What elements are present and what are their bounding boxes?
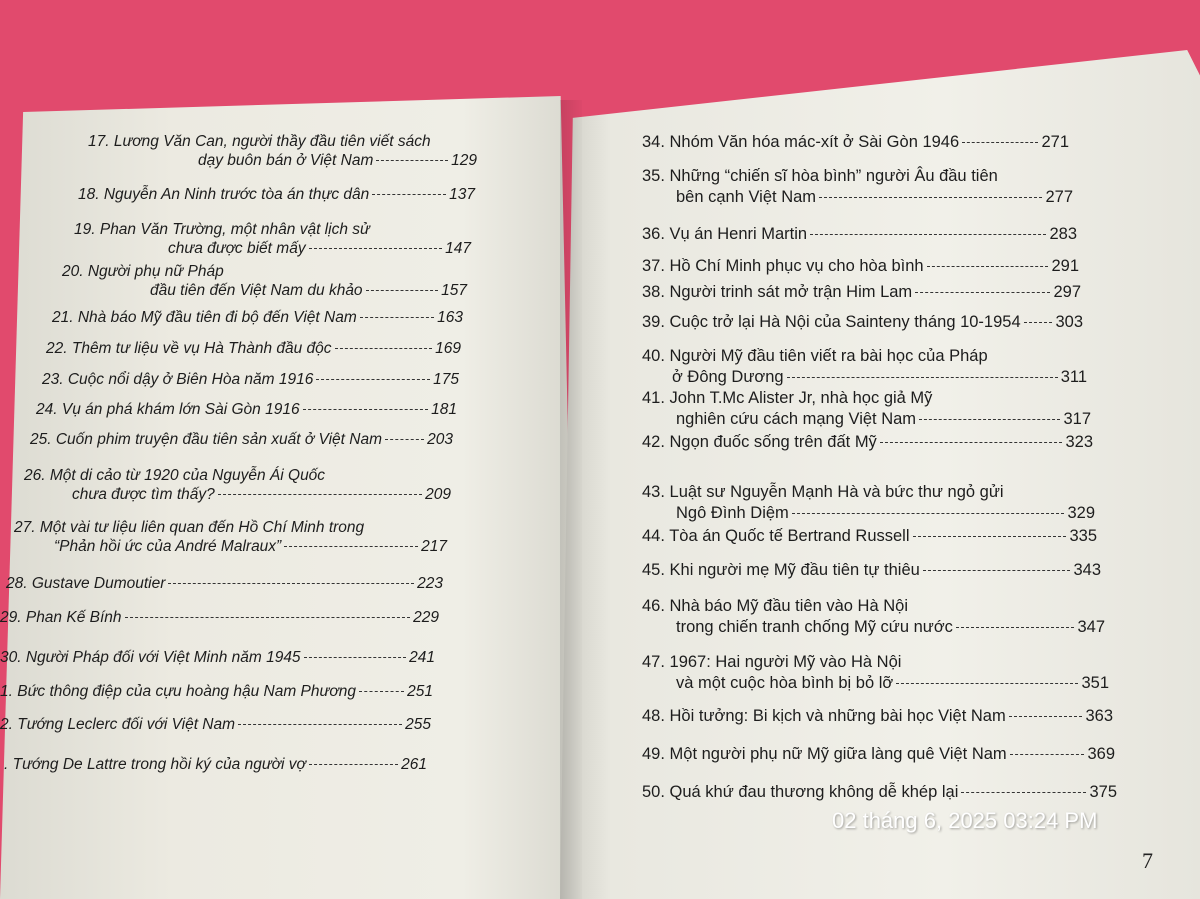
toc-leader-dots [218, 494, 422, 495]
toc-entry-title: 18. Nguyễn An Ninh trước tòa án thực dân 137 [78, 186, 475, 203]
toc-entry [24, 466, 451, 504]
toc-entry-subtitle: “Phản hồi ức của André Malraux” [54, 538, 282, 555]
toc-entry [30, 430, 453, 449]
toc-entry-subtitle: chưa được biết mấy [168, 240, 306, 257]
toc-entry [642, 282, 1081, 303]
toc-leader-dots [238, 724, 402, 725]
toc-leader-dots [919, 419, 1060, 420]
toc-entry [14, 518, 447, 556]
toc-page-number: 291 [1051, 257, 1079, 275]
toc-entry-second-line [642, 187, 1073, 208]
toc-page-number: 303 [1055, 313, 1083, 331]
toc-leader-dots [168, 583, 414, 584]
toc-page-number: 163 [437, 309, 463, 326]
toc-entry-title: 36. Vụ án Henri Martin 283 [642, 225, 1077, 243]
toc-leader-dots [1024, 322, 1053, 323]
toc-entry-subtitle: bên cạnh Việt Nam [676, 188, 817, 206]
toc-entry-title: 42. Ngọn đuốc sống trên đất Mỹ 323 [642, 433, 1093, 451]
toc-entry-second-line [24, 485, 451, 504]
toc-leader-dots [961, 792, 1086, 793]
toc-entry [642, 526, 1097, 547]
toc-entry-title: 30. Người Pháp đối với Việt Minh năm 1945 241 [0, 649, 435, 666]
toc-leader-dots [366, 290, 439, 291]
toc-entry [0, 608, 439, 627]
toc-entry-second-line [74, 239, 471, 258]
toc-leader-dots [1010, 754, 1085, 755]
toc-entry [642, 224, 1077, 245]
toc-entry-second-line [642, 617, 1105, 638]
toc-page-number: 147 [445, 240, 471, 257]
toc-entry [0, 715, 431, 734]
toc-entry-title: 27. Một vài tư liệu liên quan đến Hồ Chí Minh trong [14, 519, 365, 536]
toc-entry [46, 339, 461, 358]
toc-entry [642, 706, 1113, 727]
toc-entry-title: 50. Quá khứ đau thương không dễ khép lại 375 [642, 783, 1117, 801]
toc-entry-title: . Tướng De Lattre trong hồi ký của người vợ 261 [4, 756, 427, 773]
toc-leader-dots [787, 377, 1058, 378]
toc-leader-dots [309, 764, 398, 765]
toc-leader-dots [810, 234, 1046, 235]
toc-leader-dots [880, 442, 1063, 443]
toc-leader-dots [956, 627, 1075, 628]
toc-entry [52, 308, 463, 327]
toc-entry-title: 38. Người trinh sát mở trận Him Lam 297 [642, 283, 1081, 301]
toc-entry [642, 132, 1069, 153]
toc-entry-title: 21. Nhà báo Mỹ đầu tiên đi bộ đến Việt Nam 163 [52, 309, 463, 326]
toc-leader-dots [915, 292, 1050, 293]
toc-entry-subtitle: nghiên cứu cách mạng Việt Nam [676, 410, 917, 428]
toc-page-number: 169 [435, 340, 461, 357]
toc-entry-title: 49. Một người phụ nữ Mỹ giữa làng quê Việt Nam 369 [642, 745, 1115, 763]
toc-entry [642, 744, 1115, 765]
toc-entry-title: 24. Vụ án phá khám lớn Sài Gòn 1916 181 [36, 401, 457, 418]
toc-entry-title: 22. Thêm tư liệu về vụ Hà Thành đầu độc 169 [46, 340, 461, 357]
toc-entry-title: 29. Phan Kế Bính 229 [0, 609, 439, 626]
toc-entry-title: 26. Một di cảo từ 1920 của Nguyễn Ái Quốc [24, 467, 326, 484]
toc-entry [642, 388, 1091, 430]
toc-entry-subtitle: ở Đông Dương [672, 368, 784, 386]
toc-entry-subtitle: trong chiến tranh chống Mỹ cứu nước [676, 618, 953, 636]
toc-entry-title: 28. Gustave Dumoutier 223 [6, 575, 443, 592]
toc-page-number: 217 [421, 538, 447, 555]
toc-entry-title: 35. Những “chiến sĩ hòa bình” người Âu đầu tiên [642, 167, 998, 185]
toc-leader-dots [913, 536, 1067, 537]
toc-entry-second-line [642, 367, 1087, 388]
toc-page-number: 317 [1063, 410, 1091, 428]
toc-page-number: 323 [1065, 433, 1093, 451]
toc-page-number: 311 [1060, 368, 1087, 386]
toc-entry [642, 346, 1087, 388]
toc-entry [42, 370, 459, 389]
toc-page-number: 209 [425, 486, 451, 503]
toc-page-number: 255 [405, 716, 431, 733]
toc-entry [78, 185, 475, 204]
toc-entry-subtitle: đầu tiên đến Việt Nam du khảo [150, 282, 363, 299]
toc-entry [4, 755, 427, 774]
page-number: 7 [1142, 848, 1153, 873]
toc-entry-subtitle: Ngô Đình Diệm [676, 504, 789, 522]
toc-entry-title: 17. Lương Văn Can, người thầy đầu tiên viết sách [88, 133, 431, 150]
toc-entry-title: 23. Cuộc nổi dậy ở Biên Hòa năm 1916 175 [42, 371, 459, 388]
toc-entry-title: 45. Khi người mẹ Mỹ đầu tiên tự thiêu 343 [642, 561, 1101, 579]
toc-page-number: 283 [1049, 225, 1077, 243]
toc-entry-title: 47. 1967: Hai người Mỹ vào Hà Nội [642, 653, 902, 671]
toc-page-number: 277 [1045, 188, 1073, 206]
toc-leader-dots [376, 160, 448, 161]
toc-entry-title: 1. Bức thông điệp của cựu hoàng hậu Nam Phương 251 [0, 683, 433, 700]
toc-entry-subtitle: dạy buôn bán ở Việt Nam [198, 152, 374, 169]
toc-leader-dots [359, 691, 404, 692]
toc-entry-second-line [62, 281, 467, 300]
toc-page-number: 241 [409, 649, 435, 666]
toc-entry [642, 652, 1109, 694]
toc-leader-dots [923, 570, 1071, 571]
toc-leader-dots [927, 266, 1049, 267]
toc-page-number: 229 [413, 609, 439, 626]
toc-entry-title: 25. Cuốn phim truyện đầu tiên sản xuất ở Việt Nam 203 [30, 431, 453, 448]
toc-page-number: 261 [401, 756, 427, 773]
toc-entry [642, 432, 1093, 453]
toc-leader-dots [316, 379, 430, 380]
toc-page-number: 369 [1087, 745, 1115, 763]
toc-entry-title: 39. Cuộc trở lại Hà Nội của Sainteny tháng 10-1954 303 [642, 313, 1083, 331]
toc-page-number: 203 [427, 431, 453, 448]
toc-page-number: 175 [433, 371, 459, 388]
toc-entry [36, 400, 457, 419]
toc-entry-title: 41. John T.Mc Alister Jr, nhà học giả Mỹ [642, 389, 933, 407]
toc-entry-second-line [14, 537, 447, 556]
toc-entry-title: 40. Người Mỹ đầu tiên viết ra bài học của Pháp [642, 347, 988, 365]
toc-entry-title: 2. Tướng Leclerc đối với Việt Nam 255 [0, 716, 431, 733]
book-spine [560, 100, 582, 899]
toc-entry-title: 43. Luật sư Nguyễn Mạnh Hà và bức thư ngỏ gửi [642, 483, 1004, 501]
toc-leader-dots [792, 513, 1065, 514]
toc-page-number: 137 [449, 186, 475, 203]
toc-page-number: 251 [407, 683, 433, 700]
toc-entry [642, 166, 1073, 208]
toc-entry [6, 574, 443, 593]
toc-entry-second-line [642, 503, 1095, 524]
toc-leader-dots [125, 617, 411, 618]
toc-entry-subtitle: chưa được tìm thấy? [72, 486, 215, 503]
toc-leader-dots [309, 248, 443, 249]
toc-entry [642, 560, 1101, 581]
toc-leader-dots [1009, 716, 1083, 717]
toc-entry [88, 132, 477, 170]
toc-entry [74, 220, 471, 258]
toc-entry [642, 256, 1079, 277]
toc-entry [642, 782, 1117, 803]
toc-entry-title: 34. Nhóm Văn hóa mác-xít ở Sài Gòn 1946 271 [642, 133, 1069, 151]
toc-leader-dots [303, 409, 429, 410]
toc-page-number: 181 [431, 401, 457, 418]
toc-leader-dots [385, 439, 424, 440]
toc-page-number: 343 [1073, 561, 1101, 579]
toc-entry-title: 48. Hồi tưởng: Bi kịch và những bài học Việt Nam 363 [642, 707, 1113, 725]
toc-entry-title: 19. Phan Văn Trường, một nhân vật lịch sử [74, 221, 370, 238]
toc-entry [642, 596, 1105, 638]
toc-page-number: 363 [1085, 707, 1113, 725]
toc-page-number: 335 [1069, 527, 1097, 545]
photo-timestamp: 02 tháng 6, 2025 03:24 PM [832, 808, 1098, 833]
toc-page-number: 129 [451, 152, 477, 169]
toc-entry-second-line [642, 409, 1091, 430]
toc-entry-title: 44. Tòa án Quốc tế Bertrand Russell 335 [642, 527, 1097, 545]
toc-entry [642, 312, 1083, 333]
toc-entry [0, 648, 435, 667]
toc-page-number: 271 [1041, 133, 1069, 151]
toc-entry [62, 262, 467, 300]
toc-leader-dots [360, 317, 434, 318]
toc-entry-title: 37. Hồ Chí Minh phục vụ cho hòa bình 291 [642, 257, 1079, 275]
toc-leader-dots [819, 197, 1042, 198]
toc-page-number: 329 [1067, 504, 1095, 522]
toc-leader-dots [335, 348, 433, 349]
toc-page-number: 351 [1081, 674, 1109, 692]
toc-page-number: 223 [417, 575, 443, 592]
toc-leader-dots [284, 546, 418, 547]
toc-leader-dots [304, 657, 407, 658]
toc-entry [642, 482, 1095, 524]
toc-leader-dots [962, 142, 1038, 143]
toc-leader-dots [372, 194, 446, 195]
toc-page-number: 375 [1089, 783, 1117, 801]
toc-entry-title: 20. Người phụ nữ Pháp [62, 263, 224, 280]
toc-entry-second-line [88, 151, 477, 170]
toc-entry-title: 46. Nhà báo Mỹ đầu tiên vào Hà Nội [642, 597, 908, 615]
toc-page-number: 347 [1077, 618, 1105, 636]
toc-entry-subtitle: và một cuộc hòa bình bị bỏ lỡ [676, 674, 894, 692]
toc-entry-second-line [642, 673, 1109, 694]
toc-entry [0, 682, 433, 701]
toc-page-number: 157 [441, 282, 467, 299]
toc-page-number: 297 [1053, 283, 1081, 301]
toc-leader-dots [896, 683, 1078, 684]
